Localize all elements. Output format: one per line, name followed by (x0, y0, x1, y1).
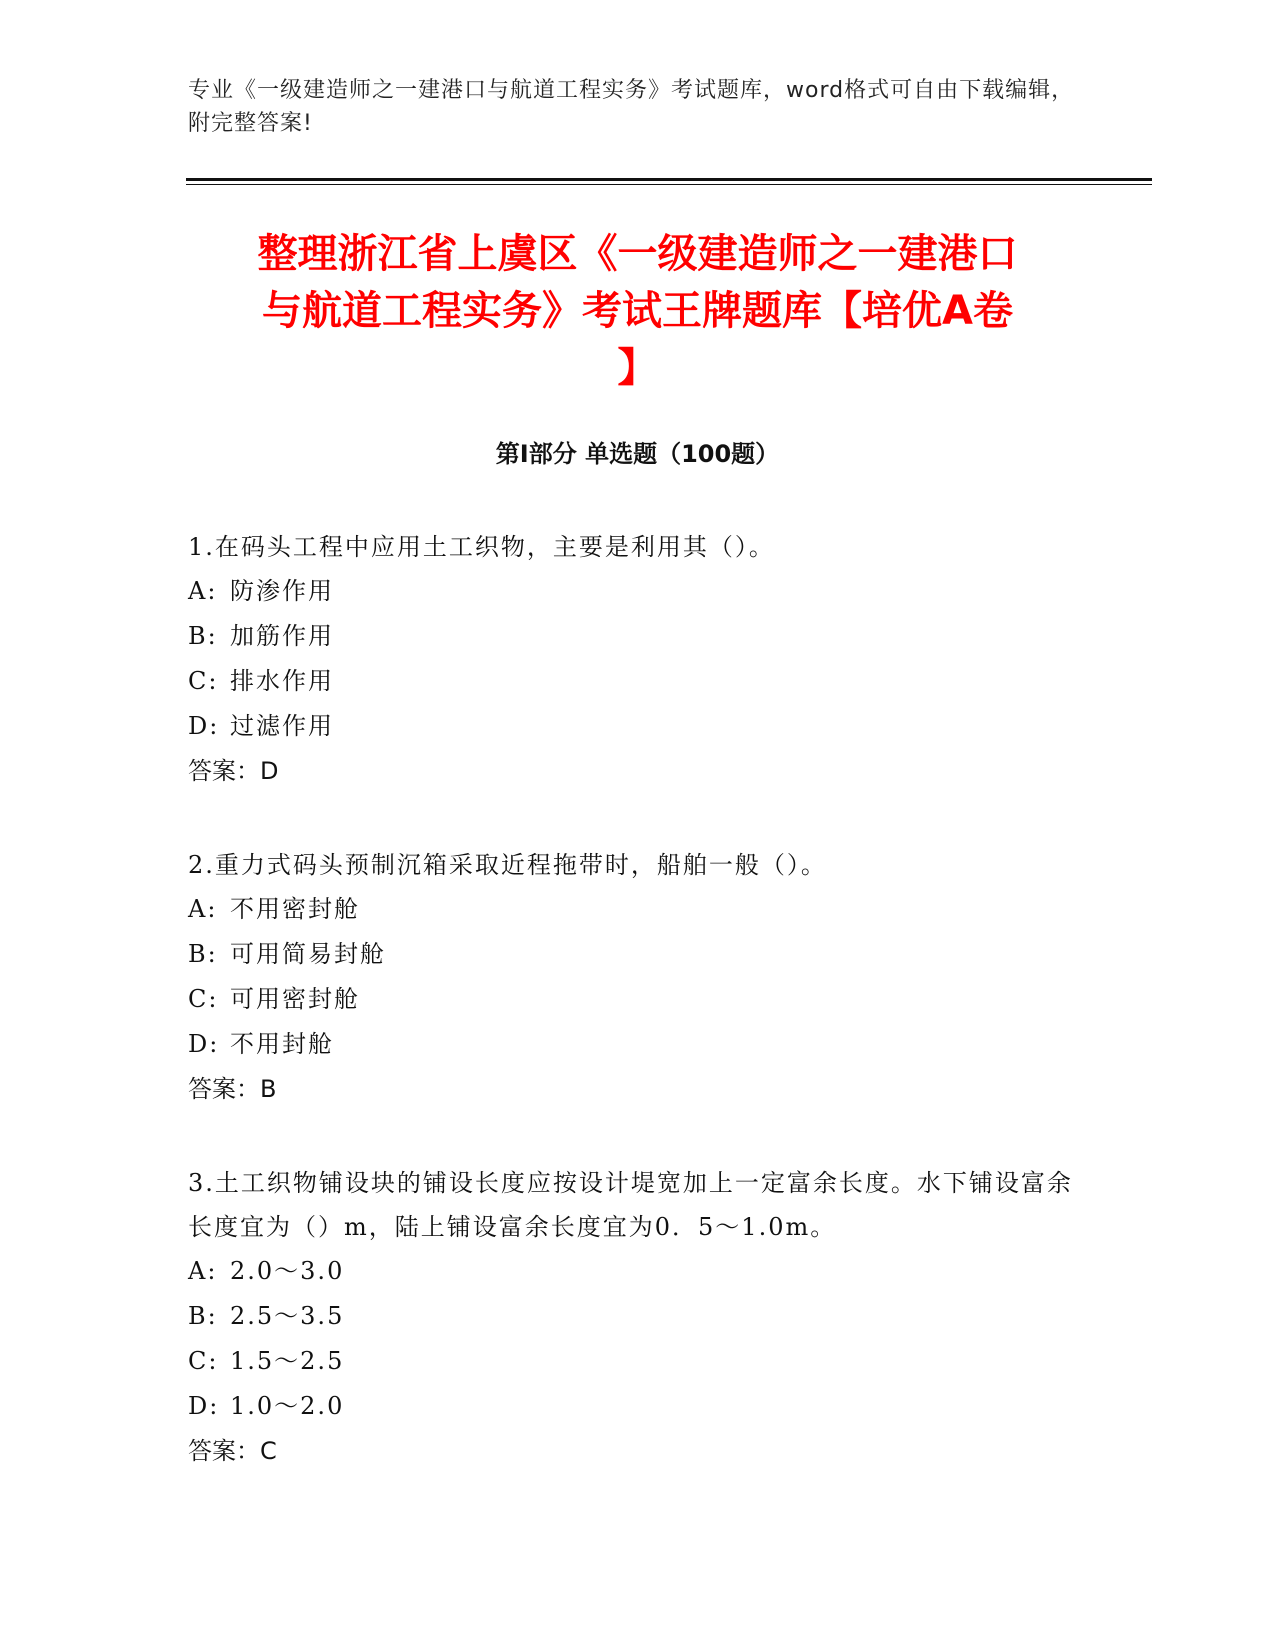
option-key: A: (188, 577, 218, 605)
option-key: C: (188, 667, 219, 695)
option-text: 1.5～2.5 (230, 1347, 345, 1375)
option-text: 2.0～3.0 (230, 1257, 345, 1285)
option-c (188, 659, 1088, 704)
option-c (188, 977, 1088, 1022)
option-text: 可用密封舱 (230, 985, 360, 1013)
question-stem: 2.重力式码头预制沉箱采取近程拖带时，船舶一般（）。 (188, 851, 827, 879)
answer: 答案：B (188, 1075, 277, 1103)
option-d (188, 1384, 1088, 1429)
section-title: 第I部分 单选题（100题） (495, 440, 780, 468)
option-text: 不用封舱 (230, 1030, 334, 1058)
option-b (188, 932, 1088, 977)
option-key: C: (188, 985, 219, 1013)
question-stem: 1.在码头工程中应用土工织物，主要是利用其（）。 (188, 533, 775, 561)
document-title-line-3: 】 (617, 345, 658, 391)
option-key: A: (188, 1257, 218, 1285)
option-key: D: (188, 712, 220, 740)
header-divider-thick (186, 178, 1152, 181)
option-text: 过滤作用 (230, 712, 334, 740)
document-title (150, 226, 1125, 397)
option-text: 1.0～2.0 (230, 1392, 345, 1420)
option-key: B: (188, 622, 218, 650)
option-a (188, 569, 1088, 614)
header-divider-thin (186, 184, 1152, 185)
option-key: D: (188, 1392, 220, 1420)
option-key: A: (188, 895, 218, 923)
option-d (188, 1022, 1088, 1067)
document-title-line-1: 整理浙江省上虞区《一级建造师之一建港口 (257, 231, 1018, 277)
option-text: 排水作用 (230, 667, 334, 695)
question-2 (188, 843, 1088, 1112)
option-a (188, 887, 1088, 932)
option-b (188, 1294, 1088, 1339)
option-d (188, 704, 1088, 749)
answer: 答案：D (188, 757, 279, 785)
document-title-line-2: 与航道工程实务》考试王牌题库【培优A卷 (262, 288, 1013, 334)
option-key: D: (188, 1030, 220, 1058)
option-text: 不用密封舱 (230, 895, 360, 923)
question-stem: 3.土工织物铺设块的铺设长度应按设计堤宽加上一定富余长度。水下铺设富余长度宜为（）m，陆上铺设富余长度宜为0．5～1.0m。 (188, 1169, 1073, 1241)
option-text: 可用简易封舱 (230, 940, 386, 968)
question-3 (188, 1161, 1088, 1474)
option-a (188, 1249, 1088, 1294)
option-key: B: (188, 1302, 218, 1330)
option-text: 加筋作用 (230, 622, 334, 650)
question-1 (188, 525, 1088, 794)
header-note: 专业《一级建造师之一建港口与航道工程实务》考试题库，word格式可自由下载编辑，附完整答案! (188, 78, 1075, 136)
option-c (188, 1339, 1088, 1384)
option-text: 2.5～3.5 (230, 1302, 345, 1330)
option-key: B: (188, 940, 218, 968)
option-b (188, 614, 1088, 659)
option-key: C: (188, 1347, 219, 1375)
answer: 答案：C (188, 1437, 277, 1465)
option-text: 防渗作用 (230, 577, 334, 605)
